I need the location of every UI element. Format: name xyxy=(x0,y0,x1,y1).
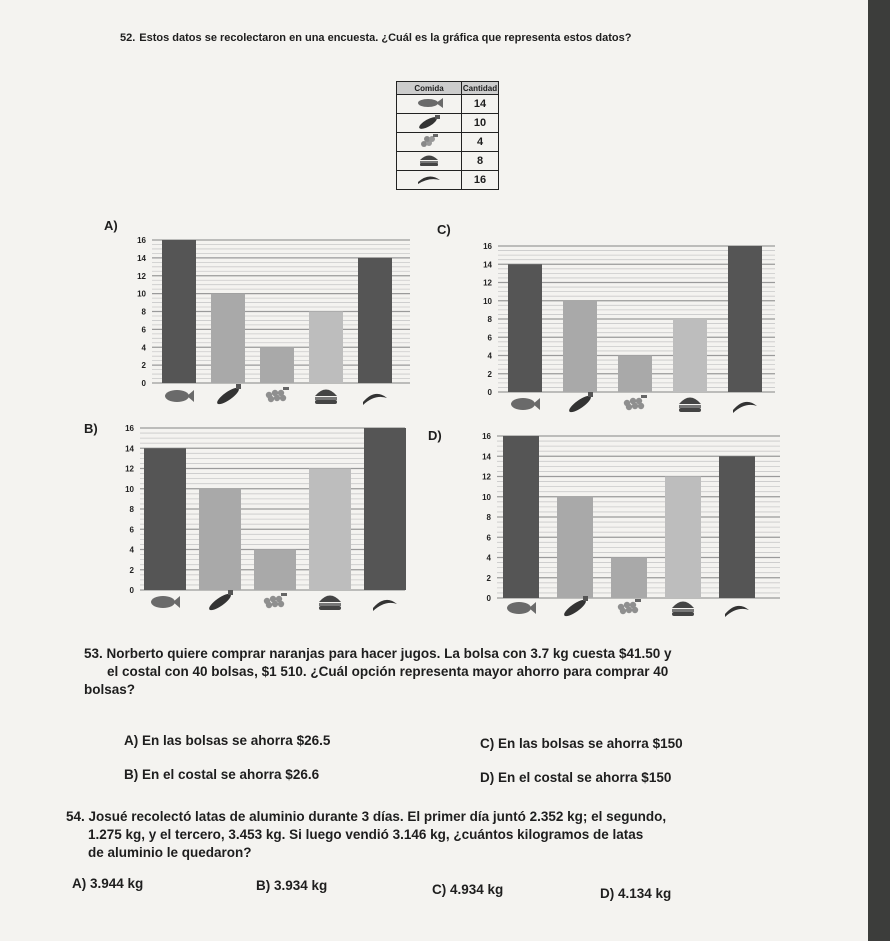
burger-icon xyxy=(319,596,341,611)
grapes-icon xyxy=(414,134,444,148)
bar xyxy=(611,558,647,599)
question-53-line3: bolsas? xyxy=(84,682,136,697)
y-tick-label: 14 xyxy=(483,260,492,270)
question-54-line2: 1.275 kg, y el tercero, 3.453 kg. Si luego vendió 3.146 kg, ¿cuántos kilogramos de latas xyxy=(88,827,644,842)
option-b-letter: B) xyxy=(84,421,98,436)
fish-icon xyxy=(507,602,536,614)
chart-option-b xyxy=(100,418,410,612)
y-tick-label: 12 xyxy=(137,271,146,281)
table-header-food: Comida xyxy=(397,82,462,95)
y-tick-label: 2 xyxy=(129,565,134,575)
y-tick-label: 6 xyxy=(141,325,146,335)
table-row xyxy=(397,133,499,152)
grapes-icon xyxy=(624,395,647,410)
table-qty-cell: 10 xyxy=(462,114,499,133)
bar xyxy=(162,240,196,383)
burger-icon xyxy=(672,602,694,617)
table-icon-cell xyxy=(397,133,462,152)
y-tick-label: 0 xyxy=(487,388,492,397)
chart-option-c xyxy=(460,234,780,414)
y-tick-label: 6 xyxy=(129,525,134,535)
question-54-option-a: A) 3.944 kg xyxy=(72,876,144,891)
option-c-letter: C) xyxy=(437,222,451,237)
bar xyxy=(254,550,296,591)
eggplant-icon xyxy=(414,115,444,129)
table-row xyxy=(397,171,499,190)
burger-icon xyxy=(679,398,701,413)
question-54-option-b: B) 3.934 kg xyxy=(256,878,328,893)
y-tick-label: 10 xyxy=(137,289,146,299)
y-tick-label: 0 xyxy=(129,586,134,595)
option-a-letter: A) xyxy=(104,218,118,233)
y-tick-label: 4 xyxy=(486,553,491,563)
y-tick-label: 2 xyxy=(487,369,492,379)
question-53-option-b: B) En el costal se ahorra $26.6 xyxy=(124,767,320,782)
y-tick-label: 10 xyxy=(125,484,134,494)
banana-icon xyxy=(733,402,757,413)
y-tick-label: 16 xyxy=(125,424,134,433)
bar xyxy=(563,301,597,392)
question-53 xyxy=(84,645,804,699)
bar xyxy=(665,477,701,599)
table-icon-cell xyxy=(397,152,462,171)
y-tick-label: 16 xyxy=(482,432,491,441)
eggplant-icon xyxy=(215,384,241,407)
banana-icon xyxy=(725,606,749,617)
grapes-icon xyxy=(618,599,641,614)
banana-icon xyxy=(373,600,397,611)
bar xyxy=(673,319,707,392)
y-tick-label: 12 xyxy=(125,464,134,474)
table-icon-cell xyxy=(397,114,462,133)
fish-icon xyxy=(414,96,444,110)
eggplant-icon xyxy=(567,392,593,415)
table-row xyxy=(397,95,499,114)
y-tick-label: 10 xyxy=(482,492,491,502)
y-tick-label: 10 xyxy=(483,296,492,306)
bar xyxy=(358,258,392,383)
y-tick-label: 16 xyxy=(483,242,492,251)
bar xyxy=(618,356,652,393)
bar xyxy=(260,347,294,383)
fish-icon xyxy=(165,390,194,402)
y-tick-label: 0 xyxy=(486,594,491,603)
banana-icon xyxy=(363,394,387,405)
bar xyxy=(144,448,186,590)
table-qty-cell: 4 xyxy=(462,133,499,152)
chart-option-d xyxy=(455,426,785,616)
page-edge-shadow xyxy=(868,0,890,941)
table-icon-cell xyxy=(397,171,462,190)
y-tick-label: 8 xyxy=(141,307,146,317)
eggplant-icon xyxy=(562,596,588,619)
banana-icon xyxy=(414,172,444,186)
table-icon-cell xyxy=(397,95,462,114)
table-qty-cell: 8 xyxy=(462,152,499,171)
bar xyxy=(508,264,542,392)
y-tick-label: 8 xyxy=(486,513,491,522)
y-tick-label: 12 xyxy=(482,472,491,482)
y-tick-label: 12 xyxy=(483,278,492,288)
question-53-option-a: A) En las bolsas se ahorra $26.5 xyxy=(124,733,331,748)
bar xyxy=(503,436,539,598)
table-row xyxy=(397,114,499,133)
y-tick-label: 14 xyxy=(125,444,134,454)
bar xyxy=(728,246,762,392)
y-tick-label: 2 xyxy=(141,361,146,371)
table-header-qty: Cantidad xyxy=(462,83,498,93)
question-54-line1: 54. Josué recolectó latas de aluminio durante 3 días. El primer día juntó 2.352 kg; el segundo, xyxy=(66,809,667,824)
question-52-text: Estos datos se recolectaron en una encuesta. ¿Cuál es la gráfica que representa estos datos? xyxy=(139,32,632,44)
bar xyxy=(719,456,755,598)
y-tick-label: 4 xyxy=(141,343,146,353)
y-tick-label: 8 xyxy=(487,315,492,324)
option-d-letter: D) xyxy=(428,428,442,443)
grapes-icon xyxy=(264,593,287,608)
table-qty-cell: 14 xyxy=(462,95,499,114)
eggplant-icon xyxy=(207,590,233,613)
table-qty-cell: 16 xyxy=(462,171,499,190)
grapes-icon xyxy=(266,387,289,402)
question-52-number: 52. xyxy=(120,32,136,44)
burger-icon xyxy=(315,390,337,405)
y-tick-label: 4 xyxy=(129,545,134,555)
y-tick-label: 8 xyxy=(129,505,134,514)
y-tick-label: 6 xyxy=(487,333,492,343)
question-54-option-d: D) 4.134 kg xyxy=(600,886,672,901)
y-tick-label: 16 xyxy=(137,236,146,245)
y-tick-label: 14 xyxy=(482,452,491,462)
question-53-option-c: C) En las bolsas se ahorra $150 xyxy=(480,736,683,751)
food-quantity-table xyxy=(396,81,499,190)
y-tick-label: 2 xyxy=(486,573,491,583)
question-52 xyxy=(120,31,760,45)
question-54-line3: de aluminio le quedaron? xyxy=(88,845,252,860)
bar xyxy=(557,497,593,598)
y-tick-label: 14 xyxy=(137,253,146,263)
burger-icon xyxy=(414,153,444,167)
bar xyxy=(364,428,406,590)
question-54-option-c: C) 4.934 kg xyxy=(432,882,504,897)
bar xyxy=(199,489,241,590)
question-53-line2: el costal con 40 bolsas, $1 510. ¿Cuál opción representa mayor ahorro para comprar 40 xyxy=(107,664,669,679)
fish-icon xyxy=(511,398,540,410)
bar xyxy=(309,312,343,384)
question-54 xyxy=(66,808,806,862)
bar xyxy=(211,294,245,383)
question-53-line1: 53. Norberto quiere comprar naranjas para hacer jugos. La bolsa con 3.7 kg cuesta $41.50 y xyxy=(84,646,672,661)
y-tick-label: 0 xyxy=(141,379,146,388)
table-row xyxy=(397,152,499,171)
bar xyxy=(309,469,351,591)
chart-option-a xyxy=(110,228,415,408)
y-tick-label: 6 xyxy=(486,533,491,543)
y-tick-label: 4 xyxy=(487,351,492,361)
fish-icon xyxy=(151,596,180,608)
question-53-option-d: D) En el costal se ahorra $150 xyxy=(480,770,672,785)
